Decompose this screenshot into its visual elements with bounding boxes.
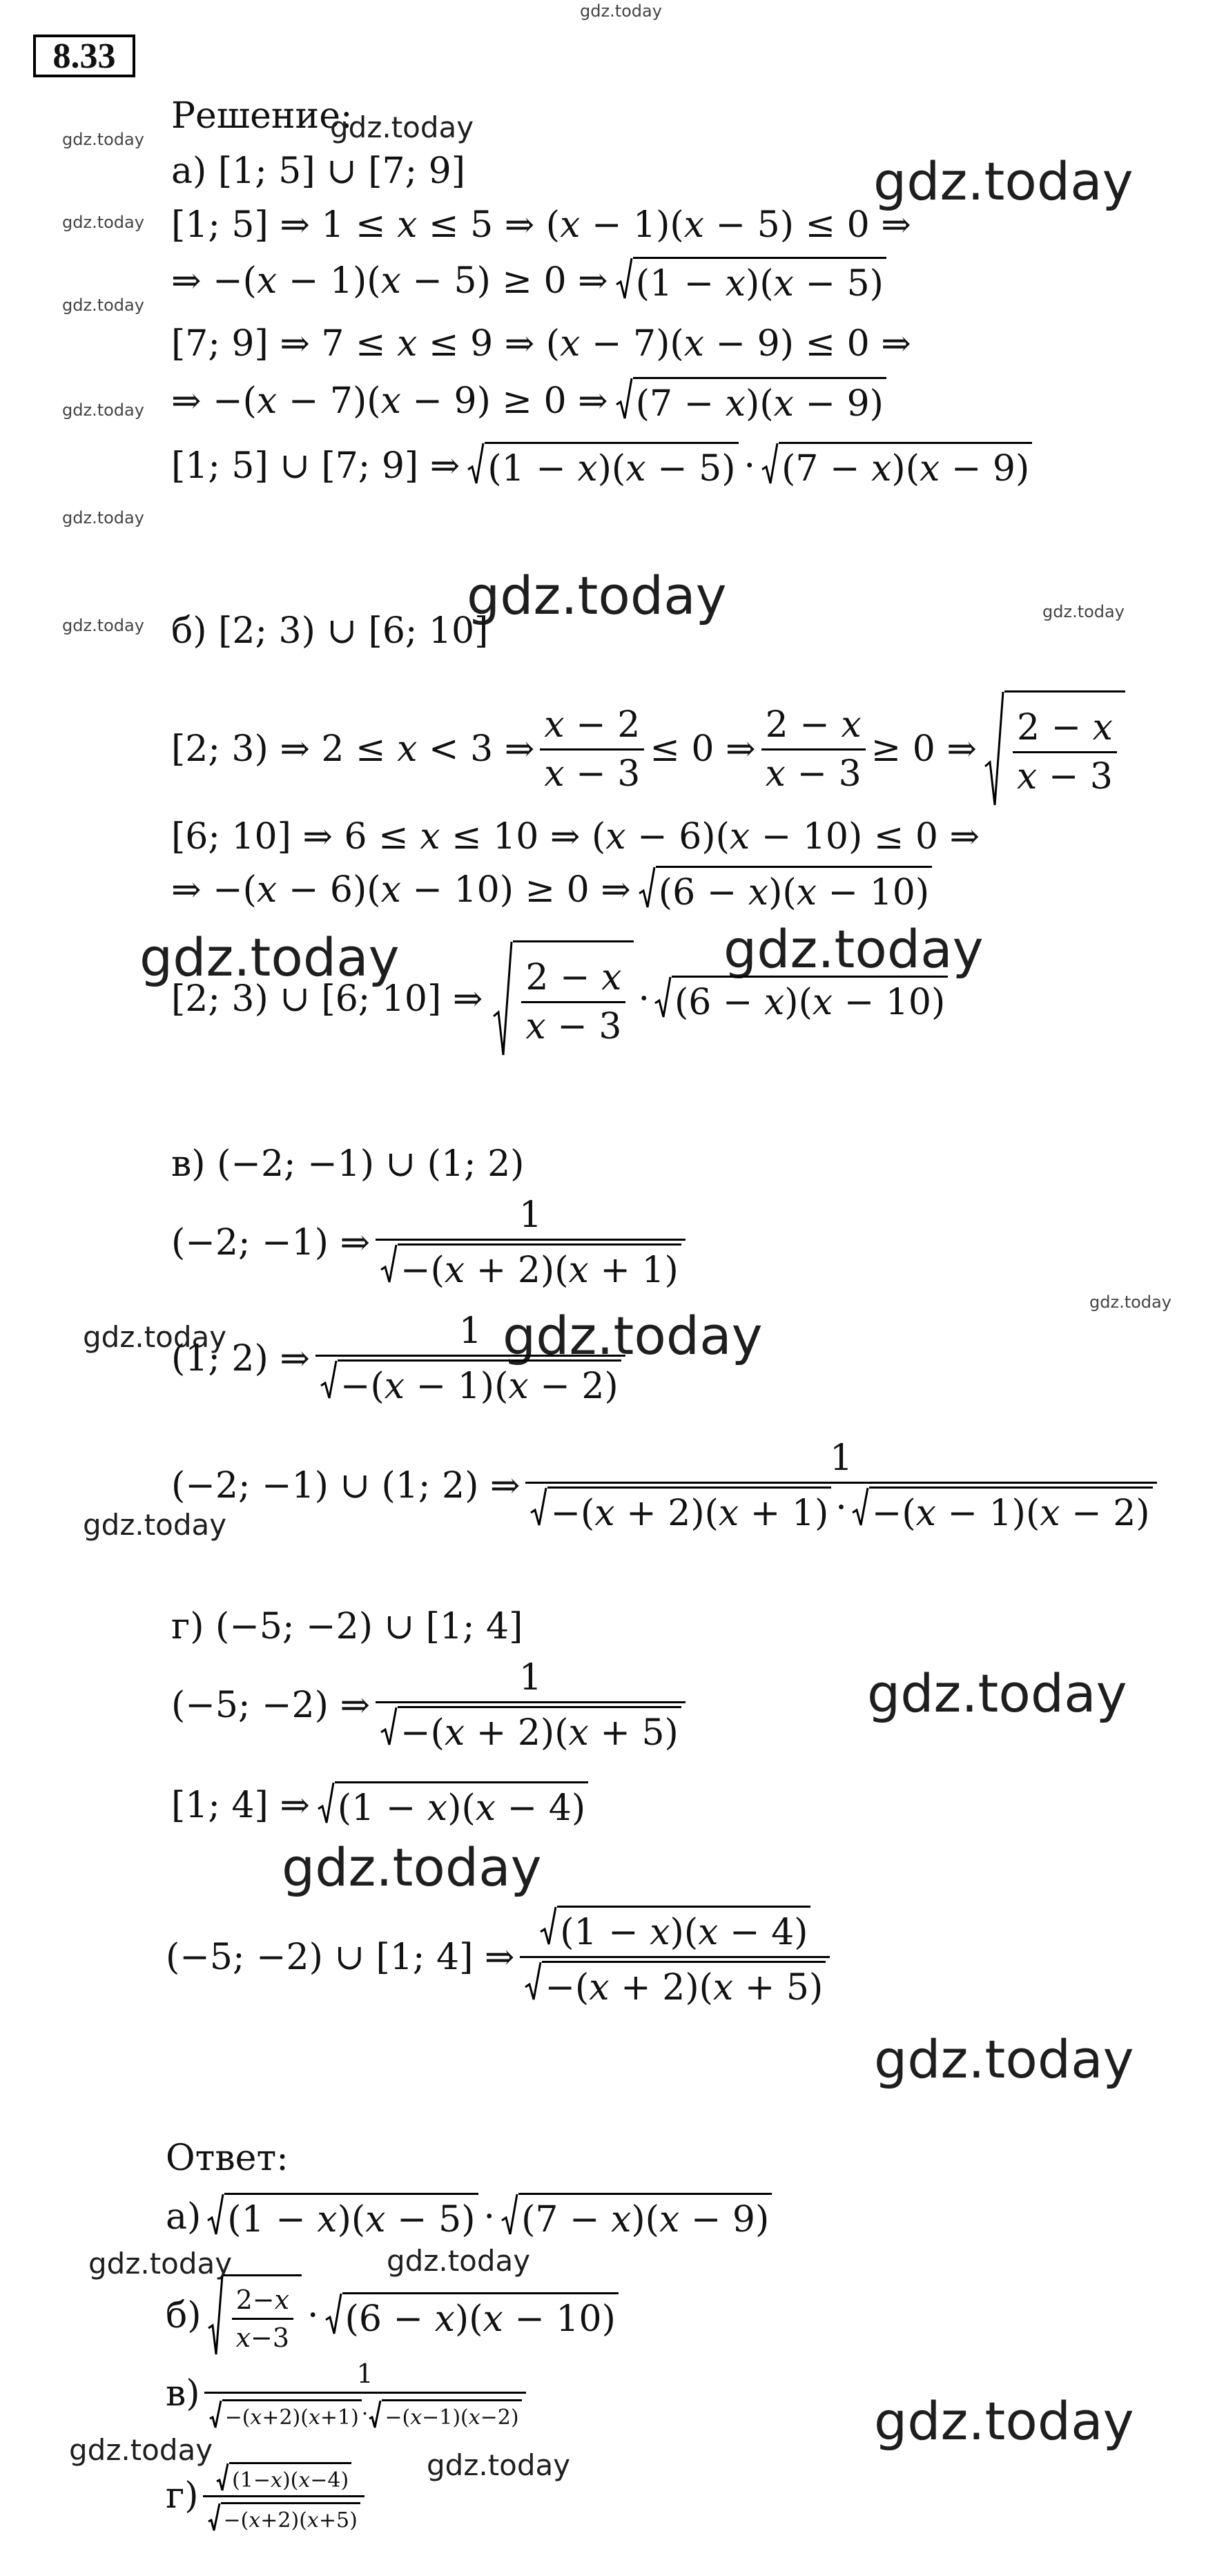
part-a-line4	[171, 377, 886, 425]
radicand	[1004, 690, 1125, 808]
sqrt	[206, 2193, 478, 2240]
numerator: 2 − 𝑥	[1016, 707, 1114, 748]
part-d-line2-text: [1; 4] ⇒	[171, 1784, 310, 1826]
sqrt	[851, 1486, 1153, 1534]
fraction	[376, 1657, 686, 1754]
radicand: (1 − 𝑥)(𝑥 − 5)	[485, 442, 738, 490]
radicand: −(𝑥+2)(𝑥+5)	[221, 2502, 360, 2533]
part-a-line3: [7; 9] ⇒ 7 ≤ 𝑥 ≤ 9 ⇒ (𝑥 − 7)(𝑥 − 9) ≤ 0 ⇒	[171, 323, 911, 365]
part-a-line2	[171, 257, 886, 304]
sqrt	[500, 2193, 772, 2240]
watermark: gdz.today	[503, 1305, 763, 1366]
watermark: gdz.today	[62, 400, 144, 420]
radicand: (7 − 𝑥)(𝑥 − 9)	[633, 377, 886, 425]
radicand	[513, 940, 634, 1058]
sqrt	[529, 1486, 831, 1534]
sqrt	[761, 442, 1032, 490]
part-d-line1-text: (−5; −2) ⇒	[171, 1685, 371, 1726]
watermark: gdz.today	[139, 927, 400, 988]
radicand: −(𝑥 + 2)(𝑥 + 1)	[547, 1486, 831, 1534]
sqrt	[492, 940, 634, 1058]
numerator: 1	[356, 2359, 373, 2389]
watermark: gdz.today	[467, 565, 727, 626]
sqrt	[208, 2399, 362, 2430]
part-a-line5	[171, 442, 1032, 490]
answer-b	[166, 2274, 619, 2357]
watermark: gdz.today	[1042, 602, 1125, 621]
radicand: −(𝑥+2)(𝑥+1)	[222, 2399, 362, 2430]
watermark: gdz.today	[83, 1320, 227, 1354]
watermark: gdz.today	[282, 1837, 542, 1898]
answer-b-label: б)	[166, 2295, 202, 2336]
denominator	[376, 1701, 686, 1754]
answer-d-label: г)	[166, 2475, 199, 2517]
answer-c-label: в)	[166, 2373, 200, 2415]
answer-c	[166, 2359, 532, 2430]
radicand: −(𝑥 + 2)(𝑥 + 5)	[398, 1706, 681, 1754]
radicand: (6 − 𝑥)(𝑥 − 10)	[656, 866, 932, 913]
solution-heading: Решение:	[171, 95, 353, 137]
sqrt	[380, 1243, 681, 1291]
numerator: 2−𝑥	[235, 2285, 290, 2315]
denominator: 𝑥 − 3	[521, 1001, 625, 1047]
radicand: (6 − 𝑥)(𝑥 − 10)	[342, 2292, 619, 2340]
part-b-label: б) [2; 3) ∪ [6; 10]	[171, 610, 489, 652]
watermark: gdz.today	[62, 616, 144, 635]
radicand: −(𝑥 + 2)(𝑥 + 1)	[398, 1243, 681, 1291]
numerator: 1	[458, 1310, 482, 1352]
fraction	[540, 704, 644, 795]
numerator	[211, 2459, 356, 2495]
part-b-line4-text: [2; 3) ∪ [6; 10] ⇒	[171, 978, 483, 1020]
radicand: (1 − 𝑥)(𝑥 − 5)	[633, 257, 886, 304]
part-b-line1-text: [2; 3) ⇒ 2 ≤ 𝑥 < 3 ⇒	[171, 728, 535, 770]
dot: ·	[307, 2295, 319, 2336]
part-a-line1: [1; 5] ⇒ 1 ≤ 𝑥 ≤ 5 ⇒ (𝑥 − 1)(𝑥 − 5) ≤ 0 ⇒	[171, 204, 911, 246]
denominator: 𝑥 − 3	[1013, 751, 1117, 797]
watermark: gdz.today	[69, 2433, 213, 2467]
part-a-line2-text: ⇒ −(𝑥 − 1)(𝑥 − 5) ≥ 0 ⇒	[171, 260, 608, 302]
sqrt	[539, 1906, 810, 1953]
part-c-line1	[171, 1194, 691, 1291]
watermark: gdz.today	[83, 1508, 227, 1542]
part-d-line1	[171, 1657, 691, 1754]
part-b-line2: [6; 10] ⇒ 6 ≤ 𝑥 ≤ 10 ⇒ (𝑥 − 6)(𝑥 − 10) ≤ 0 ⇒	[171, 816, 980, 858]
sqrt	[207, 2502, 360, 2533]
radicand	[224, 2274, 302, 2357]
part-d-line2	[171, 1781, 588, 1829]
sqrt	[207, 2274, 302, 2357]
sqrt	[984, 690, 1125, 808]
part-c-line1-text: (−2; −1) ⇒	[171, 1222, 371, 1263]
sqrt	[615, 257, 886, 304]
part-c-line3	[171, 1437, 1163, 1534]
watermark: gdz.today	[62, 508, 144, 527]
watermark: gdz.today	[874, 2390, 1134, 2452]
sqrt	[320, 1359, 621, 1407]
fraction	[315, 1310, 625, 1407]
sqrt	[215, 2462, 351, 2492]
denominator	[203, 2495, 364, 2533]
sqrt	[324, 2292, 619, 2340]
numerator: 1	[829, 1437, 853, 1479]
sqrt	[524, 1961, 826, 2008]
dot: ·	[835, 1487, 847, 1529]
watermark: gdz.today	[62, 213, 144, 232]
watermark: gdz.today	[867, 1663, 1127, 1724]
dot: ·	[361, 2402, 369, 2426]
fraction	[761, 704, 866, 795]
dot: ·	[638, 978, 650, 1020]
radicand: (6 − 𝑥)(𝑥 − 10)	[672, 976, 948, 1023]
denominator: 𝑥 − 3	[761, 748, 866, 795]
sqrt	[654, 976, 948, 1023]
part-b-line3-text: ⇒ −(𝑥 − 6)(𝑥 − 10) ≥ 0 ⇒	[171, 869, 631, 911]
fraction	[376, 1194, 686, 1291]
radicand: −(𝑥 − 1)(𝑥 − 2)	[869, 1486, 1153, 1534]
part-b-line4	[171, 940, 948, 1058]
denominator	[315, 1355, 625, 1407]
denominator: 𝑥−3	[232, 2318, 293, 2353]
radicand: (1 − 𝑥)(𝑥 − 4)	[557, 1906, 810, 1953]
numerator: 𝑥 − 2	[544, 704, 641, 746]
fraction	[232, 2285, 293, 2353]
answer-a-label: а)	[166, 2196, 202, 2238]
sqrt	[638, 866, 932, 913]
watermark: gdz.today	[62, 296, 144, 315]
radicand: −(𝑥−1)(𝑥−2)	[382, 2399, 521, 2430]
watermark: gdz.today	[387, 2244, 531, 2278]
problem-number: 8.33	[33, 35, 135, 77]
relation: ≥ 0 ⇒	[871, 728, 977, 770]
answer-d	[166, 2459, 370, 2533]
sqrt	[380, 1706, 681, 1754]
sqrt	[317, 1781, 588, 1829]
numerator: 1	[518, 1657, 542, 1698]
relation: ≤ 0 ⇒	[650, 728, 756, 770]
part-a-label: а) [1; 5] ∪ [7; 9]	[171, 151, 466, 192]
fraction	[1013, 707, 1117, 797]
numerator: 1	[518, 1194, 542, 1236]
watermark: gdz.today	[873, 151, 1134, 212]
watermark: gdz.today	[330, 110, 474, 144]
watermark: gdz.today	[874, 2028, 1134, 2090]
part-c-line2	[171, 1310, 631, 1407]
radicand: −(𝑥 + 2)(𝑥 + 5)	[542, 1961, 826, 2008]
denominator	[204, 2392, 526, 2430]
part-b-line1	[171, 690, 1125, 808]
numerator	[535, 1906, 815, 1956]
part-a-line5-text: [1; 5] ∪ [7; 9] ⇒	[171, 445, 460, 487]
part-c-line2-text: (1; 2) ⇒	[171, 1338, 310, 1379]
dot: ·	[483, 2196, 496, 2238]
denominator	[376, 1239, 686, 1291]
answer-a	[166, 2193, 772, 2240]
part-c-label: в) (−2; −1) ∪ (1; 2)	[171, 1143, 525, 1185]
radicand: (1 − 𝑥)(𝑥 − 5)	[224, 2193, 478, 2240]
fraction	[520, 1906, 830, 2008]
fraction	[521, 957, 625, 1047]
sqrt	[368, 2399, 521, 2430]
watermark: gdz.today	[1089, 1292, 1172, 1312]
part-c-line3-text: (−2; −1) ∪ (1; 2) ⇒	[171, 1465, 521, 1507]
answer-title: Ответ:	[166, 2138, 289, 2179]
fraction	[203, 2459, 364, 2533]
denominator	[525, 1482, 1156, 1534]
radicand: (1−𝑥)(𝑥−4)	[229, 2462, 351, 2492]
fraction	[204, 2359, 526, 2430]
radicand: (7 − 𝑥)(𝑥 − 9)	[779, 442, 1032, 490]
radicand: (7 − 𝑥)(𝑥 − 9)	[518, 2193, 772, 2240]
denominator: 𝑥 − 3	[540, 748, 644, 795]
watermark-top: gdz.today	[580, 1, 662, 21]
watermark: gdz.today	[88, 2247, 233, 2280]
sqrt	[615, 377, 886, 425]
denominator	[520, 1956, 830, 2008]
dot: ·	[743, 445, 756, 487]
part-a-line4-text: ⇒ −(𝑥 − 7)(𝑥 − 9) ≥ 0 ⇒	[171, 380, 608, 422]
watermark: gdz.today	[723, 918, 984, 980]
part-d-line3	[166, 1906, 835, 2008]
numerator: 2 − 𝑥	[765, 704, 862, 746]
radicand: (1 − 𝑥)(𝑥 − 4)	[335, 1781, 588, 1829]
part-d-line3-text: (−5; −2) ∪ [1; 4] ⇒	[166, 1936, 515, 1978]
part-d-label: г) (−5; −2) ∪ [1; 4]	[171, 1606, 523, 1647]
radicand: −(𝑥 − 1)(𝑥 − 2)	[338, 1359, 621, 1407]
part-b-line3	[171, 866, 932, 913]
sqrt	[467, 442, 738, 490]
fraction	[525, 1437, 1156, 1534]
watermark: gdz.today	[427, 2448, 571, 2482]
watermark: gdz.today	[62, 130, 144, 149]
numerator: 2 − 𝑥	[525, 957, 622, 998]
